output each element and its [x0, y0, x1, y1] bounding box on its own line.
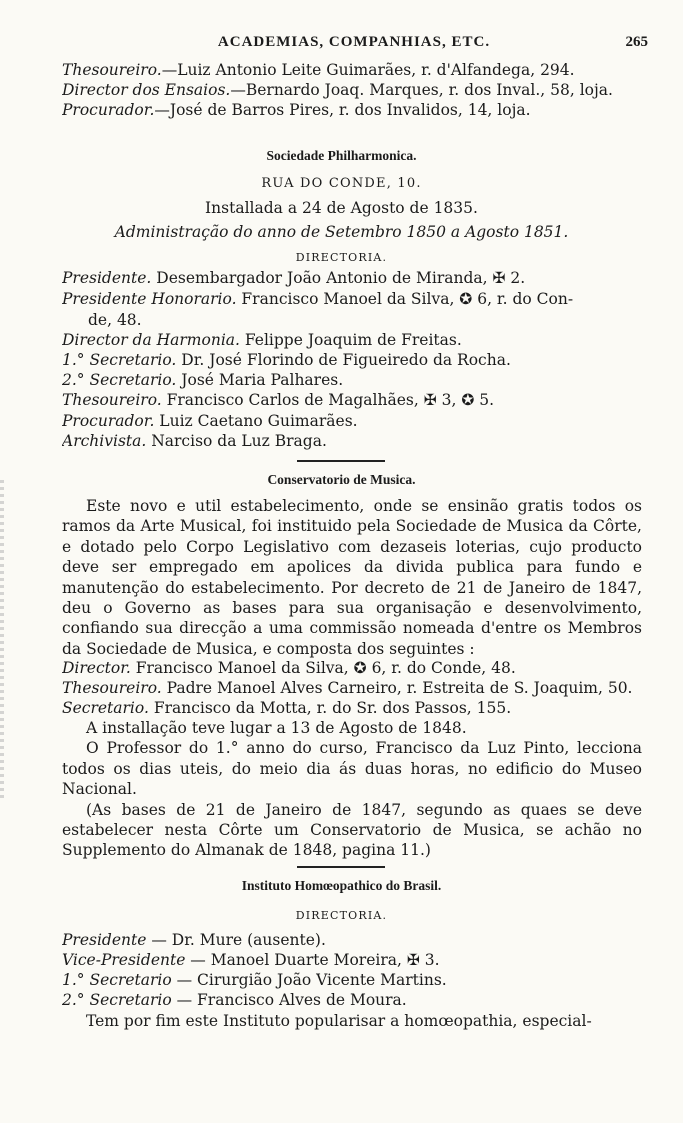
- member-role: 2.° Secretario: [62, 991, 172, 1009]
- member-info: Dr. José Florindo de Figueiredo da Rocha.: [176, 351, 511, 369]
- member-info: Francisco da Motta, r. do Sr. dos Passos, 155.: [148, 699, 512, 717]
- conservatorio-notes: [62, 718, 642, 861]
- member-role: 1.° Secretario.: [62, 351, 177, 369]
- member-info: Narciso da Luz Braga.: [146, 432, 327, 450]
- installation-note: A installação teve lugar a 13 de Agosto de 1848.: [86, 719, 467, 737]
- philharmonica-address: RUA DO CONDE, 10.: [261, 176, 422, 191]
- instituto-closing: Tem por fim este Instituto popularisar a homœopathia, especial-: [86, 1012, 592, 1030]
- page-number: 265: [625, 34, 648, 50]
- instituto-title: Instituto Homœopathico do Brasil.: [241, 878, 442, 893]
- philharmonica-installed: Installada a 24 de Agosto de 1835.: [205, 199, 478, 217]
- philharmonica-title: Sociedade Philharmonica.: [266, 148, 417, 163]
- board-member: [62, 390, 642, 410]
- member-info: Francisco Carlos de Magalhães, ✠ 3, ✪ 5.: [161, 391, 495, 409]
- conservatorio-body: Este novo e util estabelecimento, onde se ensinão gratis todos os ramos da Arte Musical, foi instituido pela Sociedade de Musica da Côrte, e dotado pelo Corpo Legislativo com dezaseis loterias, cujo producto deve ser empregado em apolices da divida publica para fundo e manutenção do estabelecimento. Por decreto de 21 de Janeiro de 1847, deu o Governo as bases para sua organisação e desenvolvimento, confiando sua direcção a uma commissão nomeada d'entre os Membros da Sociedade de Musica, e composta dos seguintes :: [62, 497, 642, 658]
- top-line: [62, 100, 642, 120]
- entry-text: —José de Barros Pires, r. dos Invalidos, 14, loja.: [154, 101, 531, 119]
- section-divider: [297, 460, 385, 462]
- entry-text: —Luiz Antonio Leite Guimarães, r. d'Alfandega, 294.: [161, 61, 575, 79]
- running-title: ACADEMIAS, COMPANHIAS, ETC.: [217, 34, 491, 50]
- member-role: Thesoureiro.: [62, 679, 162, 697]
- member-role: Archivista.: [62, 432, 147, 450]
- entry-label: Thesoureiro.: [62, 61, 162, 79]
- entry-text: —Bernardo Joaq. Marques, r. dos Inval., 58, loja.: [230, 81, 613, 99]
- board-member: [62, 350, 642, 370]
- member-info: Desembargador João Antonio de Miranda, ✠ 2.: [151, 269, 526, 287]
- board-member: [62, 930, 642, 950]
- member-info: Luiz Caetano Guimarães.: [154, 412, 358, 430]
- conservatorio-text: [62, 496, 642, 659]
- entry-label: Director dos Ensaios.: [62, 81, 231, 99]
- member-role: Procurador.: [62, 412, 155, 430]
- philharmonica-administration: Administração do anno de Setembro 1850 a Agosto 1851.: [114, 223, 569, 241]
- supplement-note: (As bases de 21 de Janeiro de 1847, segundo as quaes se deve estabelecer nesta Côrte um Conservatorio de Musica, se achão no Supplemento do Almanak de 1848, pagina 11.): [62, 800, 642, 860]
- board-member: [62, 431, 642, 451]
- member-info: Francisco Manoel da Silva, ✪ 6, r. do Con-: [236, 290, 574, 308]
- member-role: 2.° Secretario.: [62, 371, 177, 389]
- member-role: Presidente Honorario.: [62, 290, 237, 308]
- board-member: [62, 950, 642, 970]
- member-info: — Manoel Duarte Moreira, ✠ 3.: [185, 951, 440, 969]
- member-role: 1.° Secretario: [62, 971, 172, 989]
- instituto-board-heading: DIRECTORIA.: [295, 909, 388, 922]
- member-role: Director.: [62, 659, 131, 677]
- board-member: [62, 370, 642, 390]
- running-head: [60, 34, 648, 56]
- board-member: [62, 411, 642, 431]
- board-member-continued: [88, 310, 642, 330]
- board-member: [62, 268, 642, 288]
- board-member: [62, 990, 642, 1010]
- member-info: — Francisco Alves de Moura.: [171, 991, 407, 1009]
- member-info: Francisco Manoel da Silva, ✪ 6, r. do Conde, 48.: [130, 659, 516, 677]
- member-info: de, 48.: [88, 311, 142, 329]
- member-info: — Cirurgião João Vicente Martins.: [171, 971, 447, 989]
- page-edge-shadow: [0, 480, 4, 800]
- board-member: [62, 970, 642, 990]
- conservatorio-title: Conservatorio de Musica.: [267, 472, 416, 487]
- member-info: Felippe Joaquim de Freitas.: [239, 331, 462, 349]
- member-role: Director da Harmonia.: [62, 331, 240, 349]
- member-info: José Maria Palhares.: [176, 371, 344, 389]
- board-member: [62, 330, 642, 350]
- commission-member: [62, 698, 642, 718]
- entry-label: Procurador.: [62, 101, 155, 119]
- philharmonica-board-heading: DIRECTORIA.: [295, 251, 388, 264]
- member-info: — Dr. Mure (ausente).: [146, 931, 326, 949]
- member-role: Secretario.: [62, 699, 149, 717]
- member-role: Presidente.: [62, 269, 152, 287]
- professor-note: O Professor do 1.° anno do curso, Francisco da Luz Pinto, lecciona todos os dias uteis, do meio dia ás duas horas, no edificio do Museo Nacional.: [62, 739, 642, 799]
- top-line: [62, 60, 642, 80]
- member-role: Presidente: [62, 931, 147, 949]
- board-member: [62, 289, 642, 309]
- top-line: [62, 80, 642, 100]
- section-divider: [297, 866, 385, 868]
- member-role: Vice-Presidente: [62, 951, 186, 969]
- member-role: Thesoureiro.: [62, 391, 162, 409]
- commission-member: [62, 678, 642, 698]
- member-info: Padre Manoel Alves Carneiro, r. Estreita de S. Joaquim, 50.: [161, 679, 633, 697]
- commission-member: [62, 658, 642, 678]
